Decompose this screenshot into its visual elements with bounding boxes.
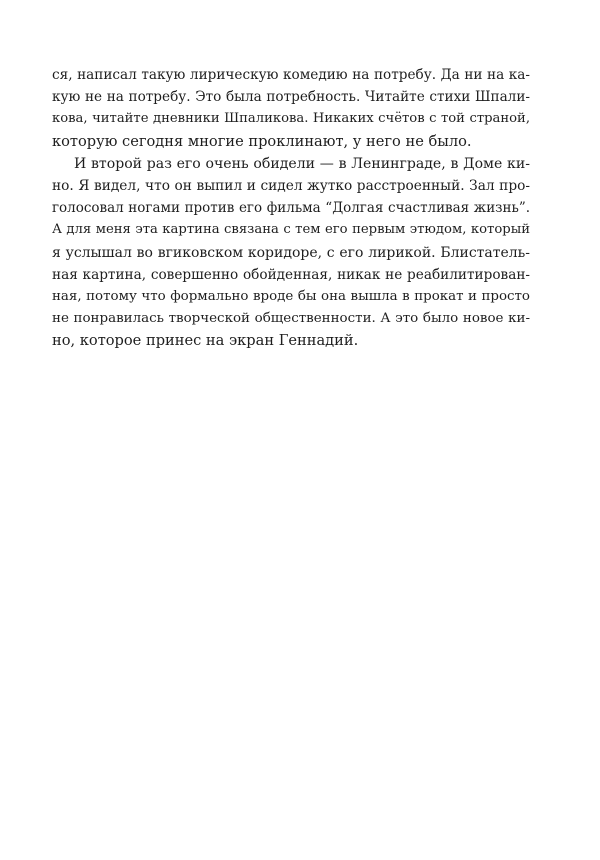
body-text: [52, 64, 530, 352]
text-line: ная, потому что формально вроде бы она вышла в прокат и просто: [52, 288, 530, 304]
text-line: ная картина, совершенно обойденная, никак не реабилитирован-: [52, 266, 530, 283]
text-line: но. Я видел, что он выпил и сидел жутко расстроенный. Зал про-: [52, 177, 530, 194]
text-line: которую сегодня многие проклинают, у него не было.: [52, 132, 472, 150]
text-line: я услышал во вгиковском коридоре, с его лирикой. Блистатель-: [52, 244, 530, 261]
paragraph-first-line: И второй раз его очень обидели — в Ленинграде, в Доме ки-: [74, 155, 530, 172]
text-line: но, которое принес на экран Геннадий.: [52, 332, 359, 350]
text-line: кова, читайте дневники Шпаликова. Никаких счётов с той страной,: [52, 111, 530, 127]
text-line: не понравилась творческой общественности. А это было новое ки-: [52, 311, 530, 327]
text-line: ся, написал такую лирическую комедию на потребу. Да ни на ка-: [52, 67, 530, 83]
text-line: голосовал ногами против его фильма “Долгая счастливая жизнь”.: [52, 200, 530, 217]
text-line: А для меня эта картина связана с тем его первым этюдом, который: [52, 222, 530, 238]
text-line: кую не на потребу. Это была потребность. Читайте стихи Шпали-: [52, 89, 530, 106]
